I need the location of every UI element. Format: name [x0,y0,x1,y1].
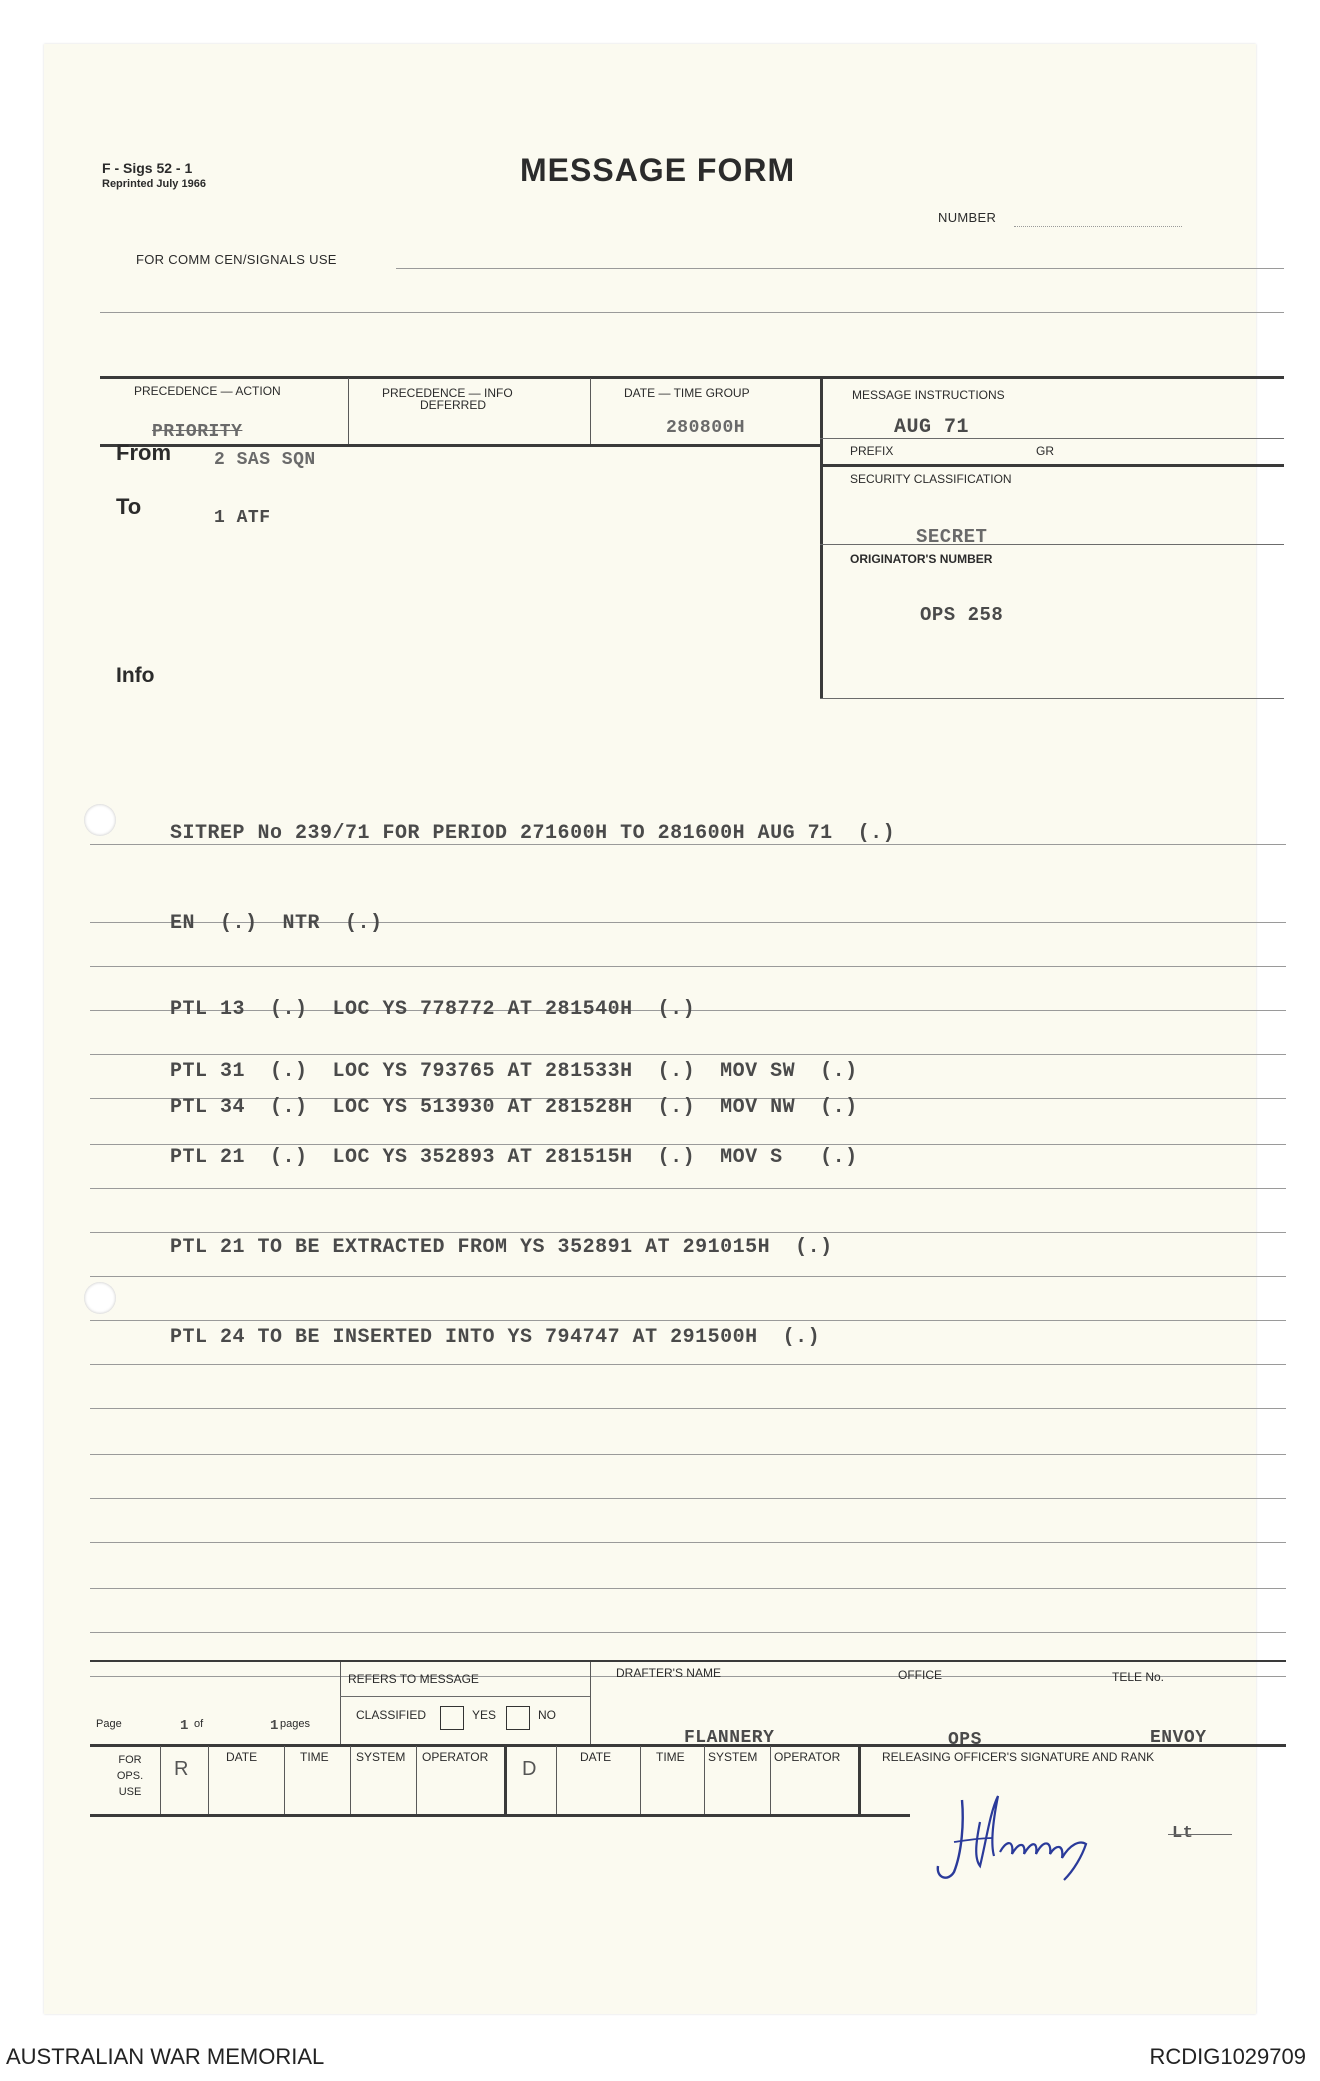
operator-label: OPERATOR [422,1750,489,1764]
number-label: NUMBER [938,210,997,225]
number-field [1014,226,1182,227]
message-line: PTL 34 (.) LOC YS 513930 AT 281528H (.) MOV NW (.) [170,1096,858,1119]
instructions-value: AUG 71 [894,416,970,439]
ops-col-rule [416,1746,417,1814]
page-label: Page [96,1718,122,1730]
ruled-line [90,1364,1286,1365]
message-line: PTL 24 TO BE INSERTED INTO YS 794747 AT 291500H (.) [170,1326,821,1349]
classified-yes-checkbox[interactable] [440,1706,464,1730]
ops-col-rule [208,1746,209,1814]
comm-cen-label: FOR COMM CEN/SIGNALS USE [136,252,337,267]
office-value: OPS [948,1730,982,1750]
originator-rule [820,544,1284,545]
security-top-rule [820,464,1284,467]
form-code: F - Sigs 52 - 1 [102,160,193,176]
of-label: of [194,1718,204,1730]
from-value: 2 SAS SQN [214,450,316,470]
security-label: SECURITY CLASSIFICATION [850,472,1012,486]
ops-col-rule [556,1746,557,1814]
prefix-label: PREFIX [850,444,894,458]
ops-col-rule [504,1746,507,1814]
ops-col-rule [704,1746,705,1814]
ruled-line [90,1632,1286,1633]
ruled-line [90,1144,1286,1145]
message-line: PTL 13 (.) LOC YS 778772 AT 281540H (.) [170,998,696,1021]
pages-value: 1 [270,1718,279,1734]
ruled-line [90,966,1286,967]
d-label: D [522,1758,537,1780]
drafter-value: FLANNERY [684,1728,775,1748]
punch-hole [84,804,116,836]
bottom-top-rule [90,1660,1286,1662]
header-top-rule [100,376,1284,379]
classified-no-checkbox[interactable] [506,1706,530,1730]
ruled-line [90,1188,1286,1189]
ops-col-rule [350,1746,351,1814]
releasing-label: RELEASING OFFICER'S SIGNATURE AND RANK [882,1750,1155,1764]
drafter-label: DRAFTER'S NAME [616,1666,721,1680]
signature [924,1782,1144,1892]
prefix-rule [820,438,1284,439]
for-ops-use-label: FOR OPS. USE [116,1754,144,1798]
ops-col-rule [858,1746,861,1814]
ruled-line [90,1588,1286,1589]
info-label: Info [116,664,155,687]
precedence-action-value: PRIORITY [152,422,243,442]
footer-right: RCDIG1029709 [1149,2044,1306,2069]
refers-right-rule [590,1662,591,1744]
ops-bottom-rule [90,1814,910,1817]
deferred-label: DEFERRED [420,398,487,412]
refers-label: REFERS TO MESSAGE [348,1672,479,1686]
date-label: DATE [226,1750,258,1764]
no-label: NO [538,1708,556,1722]
ruled-line [90,1320,1286,1321]
gr-label: GR [1036,444,1054,458]
from-label: From [116,440,171,465]
refers-left-rule [340,1662,341,1744]
ruled-line [90,1408,1286,1409]
message-line: PTL 21 (.) LOC YS 352893 AT 281515H (.) MOV S (.) [170,1146,858,1169]
time-label-2: TIME [656,1750,685,1764]
tele-value: ENVOY [1150,1728,1207,1748]
precedence-action-label: PRECEDENCE — ACTION [134,384,281,398]
originator-bottom-rule [820,698,1284,699]
yes-label: YES [472,1708,497,1722]
pages-label: pages [280,1718,310,1730]
ops-col-rule [770,1746,771,1814]
footer-left: AUSTRALIAN WAR MEMORIAL [6,2044,325,2069]
grid-divider [348,378,349,444]
ops-col-rule [284,1746,285,1814]
to-value: 1 ATF [214,508,271,528]
security-value: SECRET [916,526,988,548]
grid-divider [590,378,591,444]
to-label: To [116,494,142,519]
form-title: MESSAGE FORM [520,152,796,188]
comm-cen-line [396,268,1284,269]
message-line: PTL 31 (.) LOC YS 793765 AT 281533H (.) MOV SW (.) [170,1060,858,1083]
message-line: PTL 21 TO BE EXTRACTED FROM YS 352891 AT 291015H (.) [170,1236,833,1259]
originator-label: ORIGINATOR'S NUMBER [850,552,993,566]
r-label: R [174,1758,189,1780]
ruled-line [90,1054,1286,1055]
system-label-2: SYSTEM [708,1750,758,1764]
ruled-line [90,1498,1286,1499]
date-label-2: DATE [580,1750,612,1764]
grid-divider [820,378,823,698]
classified-label: CLASSIFIED [356,1708,427,1722]
instructions-label: MESSAGE INSTRUCTIONS [852,388,1005,402]
time-label: TIME [300,1750,329,1764]
ops-col-rule [160,1746,161,1814]
ruled-line [90,1542,1286,1543]
dtg-value: 280800H [666,418,746,438]
rank-value: Lt [1172,1824,1194,1843]
tele-label: TELE No. [1112,1670,1165,1684]
dtg-label: DATE — TIME GROUP [624,386,750,400]
message-line: EN (.) NTR (.) [170,912,383,935]
refers-mid-rule [340,1696,590,1697]
ops-top-rule [90,1744,1286,1747]
ruled-line [90,1276,1286,1277]
office-label: OFFICE [898,1668,942,1682]
ruled-line [90,1454,1286,1455]
punch-hole [84,1282,116,1314]
page-value: 1 [180,1718,189,1734]
message-line: SITREP No 239/71 FOR PERIOD 271600H TO 281600H AUG 71 (.) [170,822,896,845]
operator-label-2: OPERATOR [774,1750,841,1764]
comm-cen-line-2 [100,312,1284,313]
originator-value: OPS 258 [920,604,1004,626]
rank-rule [1168,1834,1232,1835]
ops-col-rule [640,1746,641,1814]
system-label: SYSTEM [356,1750,406,1764]
header-row-rule [100,444,820,447]
ruled-line [90,1232,1286,1233]
precedence-info-label: PRECEDENCE — INFO [382,386,513,400]
message-form-page [44,44,1256,2014]
form-reprint: Reprinted July 1966 [102,178,206,190]
